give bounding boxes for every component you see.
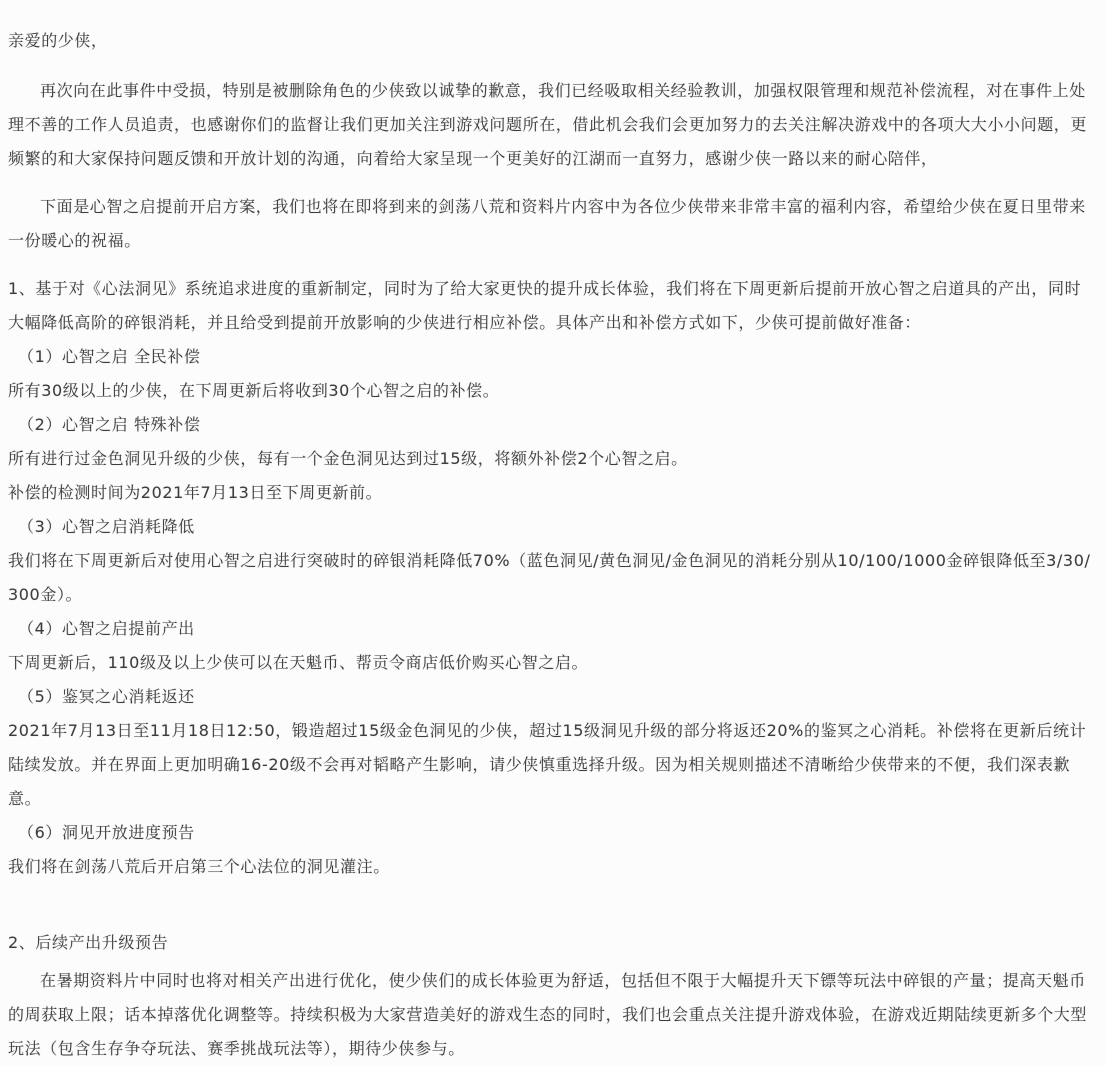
subitem-1-heading: （1）心智之启 全民补偿	[18, 347, 201, 366]
apology-paragraph: 再次向在此事件中受损，特别是被删除角色的少侠致以诚挚的歉意，我们已经吸取相关经验教训，加强权限管理和规范补偿流程，对在事件上处理不善的工作人员追责，也感谢你们的监督让我们更加关注到游戏问题所在，借此机会我们会更加努力的去关注解决游戏中的各项大大小小问题，更频繁的和大家保持问题反馈和开放计划的沟通，向着给大家呈现一个更美好的江湖而一直努力，感谢少侠一路以来的耐心陪伴，	[8, 81, 1088, 168]
subitem-1-body: 所有30级以上的少侠，在下周更新后将收到30个心智之启的补偿。	[8, 381, 500, 400]
subitem-3-body: 我们将在下周更新后对使用心智之启进行突破时的碎银消耗降低70%（蓝色洞见/黄色洞见/金色洞见的消耗分别从10/100/1000金碎银降低至3/30/300金）。	[8, 551, 1091, 604]
greeting-line: 亲爱的少侠，	[8, 31, 108, 50]
subitem-6-heading: （6）洞见开放进度预告	[18, 823, 195, 842]
subitem-2-body-2: 补偿的检测时间为2021年7月13日至下周更新前。	[8, 483, 383, 502]
subitem-2-body: 所有进行过金色洞见升级的少侠，每有一个金色洞见达到过15级，将额外补偿2个心智之启。	[8, 449, 688, 468]
subitem-3-heading: （3）心智之启消耗降低	[18, 517, 195, 536]
plan-intro-paragraph: 下面是心智之启提前开启方案，我们也将在即将到来的剑荡八荒和资料片内容中为各位少侠带来非常丰富的福利内容，希望给少侠在夏日里带来一份暖心的祝福。	[8, 197, 1086, 250]
subitem-6-body: 我们将在剑荡八荒后开启第三个心法位的洞见灌注。	[8, 857, 390, 876]
subitem-4-heading: （4）心智之启提前产出	[18, 619, 195, 638]
section-2-heading: 2、后续产出升级预告	[8, 933, 169, 952]
subitem-5-heading: （5）鉴冥之心消耗返还	[18, 687, 195, 706]
subitem-2-heading: （2）心智之启 特殊补偿	[18, 415, 201, 434]
subitem-4-body: 下周更新后，110级及以上少侠可以在天魁币、帮贡令商店低价购买心智之启。	[8, 653, 589, 672]
section-1-paragraph: 1、基于对《心法洞见》系统追求进度的重新制定，同时为了给大家更快的提升成长体验，我们将在下周更新后提前开放心智之启道具的产出，同时大幅降低高阶的碎银消耗，并且给受到提前开放影响的少侠进行相应补偿。具体产出和补偿方式如下，少侠可提前做好准备：	[8, 279, 1082, 332]
section-2-paragraph: 在暑期资料片中同时也将对相关产出进行优化，使少侠们的成长体验更为舒适，包括但不限于大幅提升天下镖等玩法中碎银的产量；提高天魁币的周获取上限；话本掉落优化调整等。持续积极为大家营造美好的游戏生态的同时，我们也会重点关注提升游戏体验，在游戏近期陆续更新多个大型玩法（包含生存争夺玩法、赛季挑战玩法等），期待少侠参与。	[8, 971, 1088, 1058]
subitem-5-body: 2021年7月13日至11月18日12:50，锻造超过15级金色洞见的少侠，超过15级洞见升级的部分将返还20%的鉴冥之心消耗。补偿将在更新后统计陆续发放。并在界面上更加明确16-20级不会再对韬略产生影响，请少侠慎重选择升级。因为相关规则描述不清晰给少侠带来的不便，我们深表歉意。	[8, 721, 1087, 808]
document-body	[8, 24, 1096, 1066]
